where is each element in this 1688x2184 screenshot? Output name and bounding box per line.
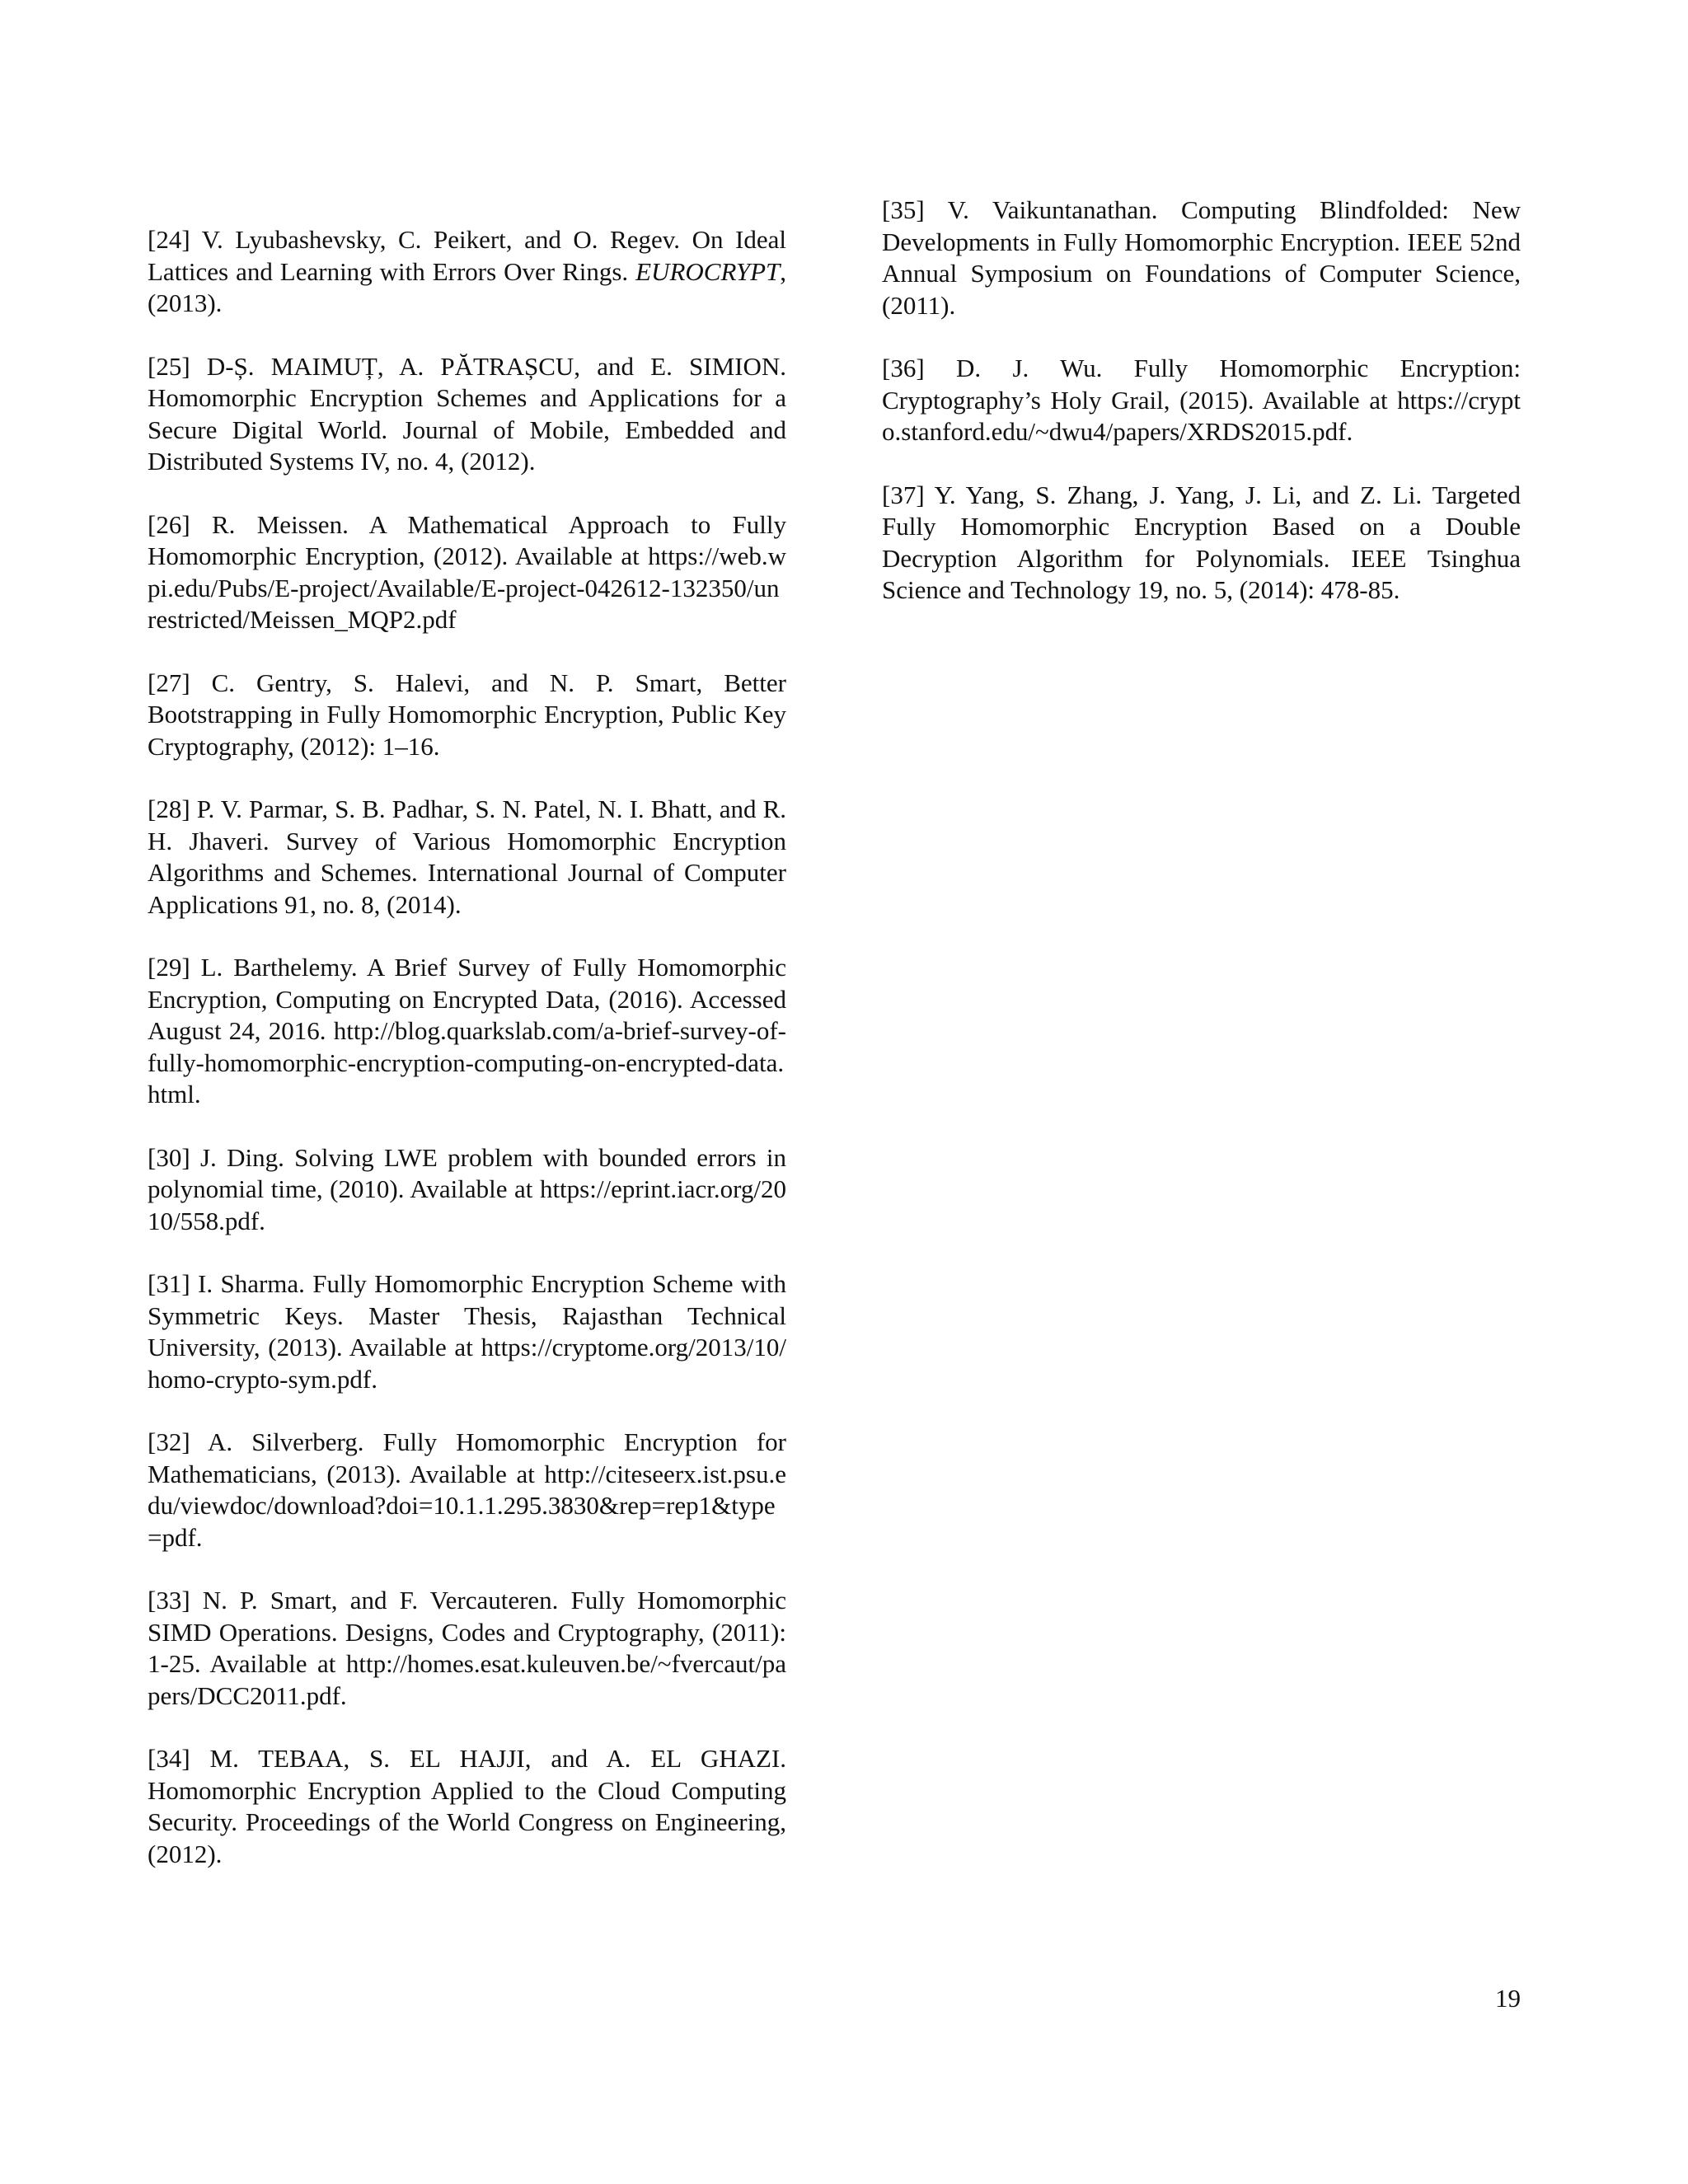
reference-32 (148, 1427, 786, 1554)
reference-text: [32] A. Silverberg. Fully Homomorphic Encryption for Mathematicians, (2013). Available at (148, 1427, 786, 1488)
reference-url: https://crypto.stanford.edu/~dwu4/papers/XRDS2015.pdf. (882, 385, 1521, 446)
reference-25 (148, 351, 786, 478)
reference-url: http://citeseerx.ist.psu.edu/viewdoc/download?doi=10.1.1.295.3830&rep=rep1&type=pdf. (148, 1459, 786, 1552)
reference-35 (882, 194, 1521, 321)
reference-text: [25] D-Ș. MAIMUȚ, A. PĂTRAȘCU, and E. SIMION. Homomorphic Encryption Schemes and Applications for a Secure Digital World. Journal of Mobile, Embedded and Distributed Systems IV, no. 4, (2012). (148, 351, 786, 476)
reference-26 (148, 509, 786, 636)
reference-url: https://eprint.iacr.org/2010/558.pdf. (148, 1174, 786, 1235)
reference-text: [37] Y. Yang, S. Zhang, J. Yang, J. Li, and Z. Li. Targeted Fully Homomorphic Encryption Based on a Double Decryption Algorithm for Polynomials. IEEE Tsinghua Science and Technology 19, no. 5, (2014): 478-85. (882, 480, 1521, 604)
reference-30 (148, 1142, 786, 1238)
reference-28 (148, 794, 786, 921)
page-number: 19 (1495, 1984, 1521, 2013)
reference-31 (148, 1268, 786, 1395)
reference-text: [27] C. Gentry, S. Halevi, and N. P. Smart, Better Bootstrapping in Fully Homomorphic Encryption, Public Key Cryptography, (2012): 1–16. (148, 668, 786, 761)
reference-33 (148, 1585, 786, 1712)
reference-url: http://blog.quarkslab.com/a-brief-survey-of-fully-homomorphic-encryption-computing-on-encrypted-data.html. (148, 1016, 786, 1108)
references-right-column (882, 194, 1521, 638)
reference-url: https://cryptome.org/2013/10/homo-crypto-sym.pdf. (148, 1333, 786, 1394)
reference-36 (882, 353, 1521, 448)
reference-text: [36] D. J. Wu. Fully Homomorphic Encryption: Cryptography’s Holy Grail, (2015). Available at (882, 354, 1521, 415)
reference-text: [35] V. Vaikuntanathan. Computing Blindfolded: New Developments in Fully Homomorphic Encryption. IEEE 52nd Annual Symposium on Foundations of Computer Science, (2011). (882, 195, 1521, 320)
references-left-column (148, 224, 786, 1901)
reference-text: [28] P. V. Parmar, S. B. Padhar, S. N. Patel, N. I. Bhatt, and R. H. Jhaveri. Survey of Various Homomorphic Encryption Algorithms and Schemes. International Journal of Computer Applications 91, no. 8, (2014). (148, 794, 786, 919)
reference-37 (882, 480, 1521, 607)
reference-text: [33] N. P. Smart, and F. Vercauteren. Fully Homomorphic SIMD Operations. Designs, Codes and Cryptography, (2011): 1-25. Available at (148, 1586, 786, 1678)
reference-venue-italic: EUROCRYPT (635, 256, 781, 286)
reference-url: https://web.wpi.edu/Pubs/E-project/Available/E-project-042612-132350/unrestricted/Meissen_MQP2.pdf (148, 541, 786, 634)
reference-url: http://homes.esat.kuleuven.be/~fvercaut/papers/DCC2011.pdf. (148, 1649, 786, 1710)
reference-24 (148, 224, 786, 320)
reference-text: [29] L. Barthelemy. A Brief Survey of Fully Homomorphic Encryption, Computing on Encrypted Data, (2016). Accessed August 24, 2016. (148, 953, 786, 1045)
reference-text: [34] M. TEBAA, S. EL HAJJI, and A. EL GHAZI. Homomorphic Encryption Applied to the Cloud Computing Security. Proceedings of the World Congress on Engineering, (2012). (148, 1744, 786, 1868)
reference-34 (148, 1743, 786, 1870)
reference-29 (148, 952, 786, 1111)
reference-27 (148, 668, 786, 763)
reference-text: [31] I. Sharma. Fully Homomorphic Encryption Scheme with Symmetric Keys. Master Thesis, Rajasthan Technical University, (2013). Available at (148, 1269, 786, 1361)
reference-text-tail: , (2013). (148, 256, 786, 317)
reference-text: [24] V. Lyubashevsky, C. Peikert, and O. Regev. On Ideal Lattices and Learning with Errors Over Rings. (148, 225, 786, 286)
reference-text: [26] R. Meissen. A Mathematical Approach to Fully Homomorphic Encryption, (2012). Available at (148, 509, 786, 570)
reference-text: [30] J. Ding. Solving LWE problem with bounded errors in polynomial time, (2010). Available at (148, 1142, 786, 1203)
